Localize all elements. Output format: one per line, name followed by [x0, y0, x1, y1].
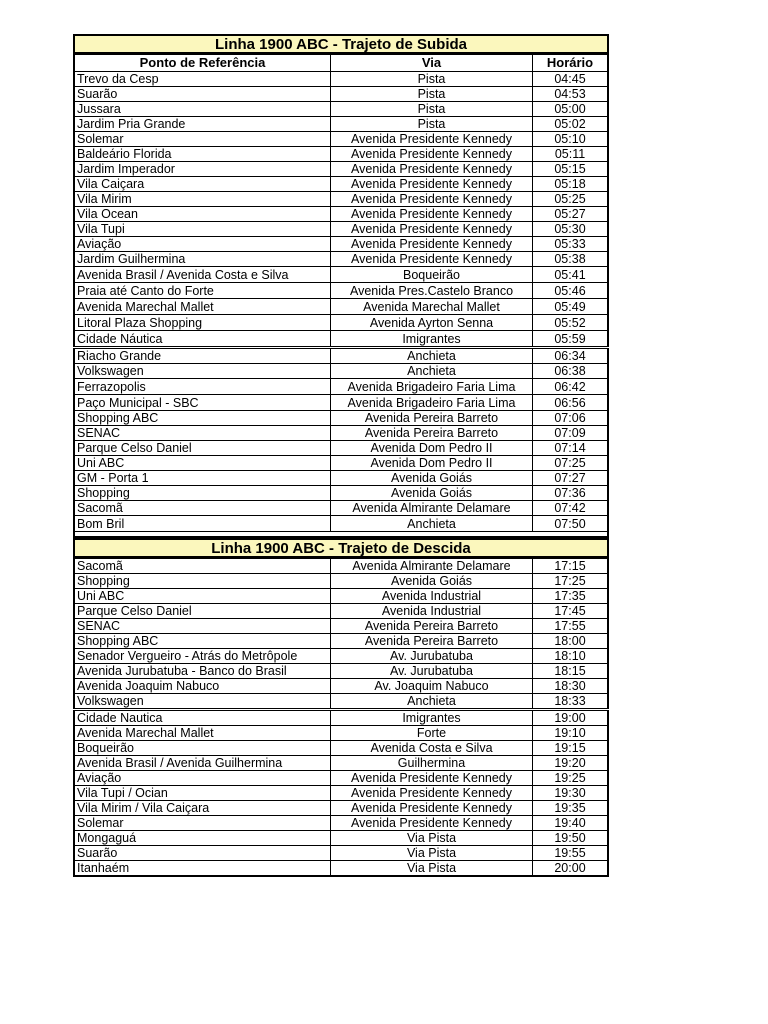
- via-cell: Pista: [331, 102, 533, 117]
- via-cell: Guilhermina: [331, 756, 533, 771]
- horario-cell: 20:00: [533, 861, 609, 877]
- descida-table: [73, 558, 609, 877]
- ponto-cell: Vila Tupi / Ocian: [74, 786, 331, 801]
- horario-cell: 04:45: [533, 72, 609, 87]
- via-cell: Avenida Presidente Kennedy: [331, 237, 533, 252]
- table-row: [74, 72, 608, 87]
- ponto-cell: Avenida Marechal Mallet: [74, 726, 331, 741]
- table-row: [74, 861, 608, 877]
- horario-cell: 05:15: [533, 162, 609, 177]
- ponto-cell: Avenida Jurubatuba - Banco do Brasil: [74, 664, 331, 679]
- table-row: [74, 315, 608, 331]
- via-cell: Anchieta: [331, 364, 533, 379]
- horario-cell: 19:55: [533, 846, 609, 861]
- ponto-cell: Boqueirão: [74, 741, 331, 756]
- ponto-cell: GM - Porta 1: [74, 471, 331, 486]
- ponto-cell: Shopping: [74, 574, 331, 589]
- table-row: [74, 132, 608, 147]
- ponto-cell: Uni ABC: [74, 456, 331, 471]
- via-cell: Avenida Pereira Barreto: [331, 411, 533, 426]
- table-row: [74, 87, 608, 102]
- ponto-cell: Ferrazopolis: [74, 379, 331, 395]
- via-cell: Avenida Brigadeiro Faria Lima: [331, 395, 533, 411]
- via-cell: Avenida Dom Pedro II: [331, 441, 533, 456]
- ponto-cell: Sacomã: [74, 559, 331, 574]
- ponto-cell: Aviação: [74, 771, 331, 786]
- horario-cell: 06:38: [533, 364, 609, 379]
- ponto-cell: Mongaguá: [74, 831, 331, 846]
- table-row: [74, 299, 608, 315]
- table-row: [74, 411, 608, 426]
- ponto-cell: Vila Mirim: [74, 192, 331, 207]
- horario-cell: 07:06: [533, 411, 609, 426]
- table-row: [74, 846, 608, 861]
- table-row: [74, 741, 608, 756]
- ponto-cell: Avenida Marechal Mallet: [74, 299, 331, 315]
- ponto-cell: Trevo da Cesp: [74, 72, 331, 87]
- horario-cell: 05:18: [533, 177, 609, 192]
- via-cell: Avenida Industrial: [331, 604, 533, 619]
- via-cell: Anchieta: [331, 516, 533, 532]
- horario-cell: 05:49: [533, 299, 609, 315]
- horario-cell: 07:14: [533, 441, 609, 456]
- via-cell: Av. Jurubatuba: [331, 649, 533, 664]
- ponto-cell: Parque Celso Daniel: [74, 441, 331, 456]
- horario-cell: 18:30: [533, 679, 609, 694]
- ponto-cell: Volkswagen: [74, 694, 331, 710]
- via-cell: Avenida Presidente Kennedy: [331, 252, 533, 267]
- ponto-cell: Shopping ABC: [74, 634, 331, 649]
- ponto-cell: Jardim Pria Grande: [74, 117, 331, 132]
- subida-title: Linha 1900 ABC - Trajeto de Subida: [73, 34, 609, 54]
- ponto-cell: Solemar: [74, 132, 331, 147]
- ponto-cell: Vila Caiçara: [74, 177, 331, 192]
- horario-cell: 18:15: [533, 664, 609, 679]
- table-row: [74, 756, 608, 771]
- via-cell: Avenida Almirante Delamare: [331, 501, 533, 516]
- table-row: [74, 516, 608, 532]
- ponto-cell: Baldeário Florida: [74, 147, 331, 162]
- via-cell: Avenida Pereira Barreto: [331, 634, 533, 649]
- table-row: [74, 486, 608, 501]
- table-row: [74, 237, 608, 252]
- horario-cell: 05:30: [533, 222, 609, 237]
- horario-cell: 05:52: [533, 315, 609, 331]
- table-row: [74, 649, 608, 664]
- via-cell: Avenida Brigadeiro Faria Lima: [331, 379, 533, 395]
- ponto-cell: Suarão: [74, 87, 331, 102]
- via-cell: Avenida Ayrton Senna: [331, 315, 533, 331]
- ponto-cell: Aviação: [74, 237, 331, 252]
- horario-cell: 17:25: [533, 574, 609, 589]
- horario-cell: 06:34: [533, 348, 609, 364]
- table-row: [74, 348, 608, 364]
- table-row: [74, 634, 608, 649]
- via-cell: Avenida Presidente Kennedy: [331, 801, 533, 816]
- via-cell: Avenida Presidente Kennedy: [331, 786, 533, 801]
- table-row: [74, 364, 608, 379]
- via-cell: Pista: [331, 117, 533, 132]
- horario-cell: 04:53: [533, 87, 609, 102]
- ponto-cell: Cidade Náutica: [74, 331, 331, 348]
- ponto-cell: Litoral Plaza Shopping: [74, 315, 331, 331]
- ponto-cell: Cidade Nautica: [74, 710, 331, 726]
- via-cell: Avenida Presidente Kennedy: [331, 222, 533, 237]
- horario-cell: 07:25: [533, 456, 609, 471]
- subida-table: [73, 54, 609, 532]
- table-row: [74, 710, 608, 726]
- horario-cell: 19:10: [533, 726, 609, 741]
- via-cell: Avenida Costa e Silva: [331, 741, 533, 756]
- ponto-cell: Itanhaém: [74, 861, 331, 877]
- via-cell: Imigrantes: [331, 710, 533, 726]
- horario-cell: 05:10: [533, 132, 609, 147]
- horario-cell: 07:09: [533, 426, 609, 441]
- horario-cell: 05:27: [533, 207, 609, 222]
- ponto-cell: Parque Celso Daniel: [74, 604, 331, 619]
- ponto-cell: Praia até Canto do Forte: [74, 283, 331, 299]
- ponto-cell: Sacomã: [74, 501, 331, 516]
- ponto-cell: Avenida Joaquim Nabuco: [74, 679, 331, 694]
- via-cell: Pista: [331, 72, 533, 87]
- table-row: [74, 102, 608, 117]
- ponto-cell: Suarão: [74, 846, 331, 861]
- ponto-cell: SENAC: [74, 619, 331, 634]
- horario-cell: 06:42: [533, 379, 609, 395]
- via-cell: Av. Jurubatuba: [331, 664, 533, 679]
- ponto-cell: Avenida Brasil / Avenida Guilhermina: [74, 756, 331, 771]
- table-row: [74, 604, 608, 619]
- horario-cell: 17:55: [533, 619, 609, 634]
- table-row: [74, 694, 608, 710]
- ponto-cell: SENAC: [74, 426, 331, 441]
- ponto-cell: Bom Bril: [74, 516, 331, 532]
- horario-cell: 17:45: [533, 604, 609, 619]
- via-cell: Avenida Presidente Kennedy: [331, 147, 533, 162]
- ponto-cell: Shopping ABC: [74, 411, 331, 426]
- via-cell: Avenida Presidente Kennedy: [331, 192, 533, 207]
- ponto-cell: Vila Ocean: [74, 207, 331, 222]
- via-cell: Via Pista: [331, 861, 533, 877]
- via-cell: Avenida Presidente Kennedy: [331, 162, 533, 177]
- horario-cell: 05:11: [533, 147, 609, 162]
- table-row: [74, 426, 608, 441]
- via-cell: Avenida Presidente Kennedy: [331, 207, 533, 222]
- table-row: [74, 395, 608, 411]
- horario-cell: 19:20: [533, 756, 609, 771]
- ponto-cell: Jardim Imperador: [74, 162, 331, 177]
- table-header-row: [74, 55, 608, 72]
- via-cell: Boqueirão: [331, 267, 533, 283]
- via-cell: Avenida Goiás: [331, 471, 533, 486]
- horario-cell: 19:35: [533, 801, 609, 816]
- ponto-cell: Volkswagen: [74, 364, 331, 379]
- horario-cell: 07:50: [533, 516, 609, 532]
- via-cell: Avenida Marechal Mallet: [331, 299, 533, 315]
- horario-cell: 19:25: [533, 771, 609, 786]
- via-cell: Avenida Presidente Kennedy: [331, 132, 533, 147]
- via-cell: Avenida Almirante Delamare: [331, 559, 533, 574]
- ponto-cell: Senador Vergueiro - Atrás do Metrôpole: [74, 649, 331, 664]
- horario-cell: 05:59: [533, 331, 609, 348]
- table-row: [74, 619, 608, 634]
- table-row: [74, 456, 608, 471]
- table-row: [74, 207, 608, 222]
- ponto-cell: Solemar: [74, 816, 331, 831]
- horario-cell: 05:41: [533, 267, 609, 283]
- table-row: [74, 162, 608, 177]
- horario-cell: 19:15: [533, 741, 609, 756]
- table-row: [74, 771, 608, 786]
- table-row: [74, 267, 608, 283]
- via-cell: Avenida Presidente Kennedy: [331, 771, 533, 786]
- subida-table-body: [74, 55, 608, 532]
- horario-cell: 19:50: [533, 831, 609, 846]
- via-cell: Anchieta: [331, 694, 533, 710]
- horario-cell: 17:35: [533, 589, 609, 604]
- ponto-cell: Uni ABC: [74, 589, 331, 604]
- via-cell: Imigrantes: [331, 331, 533, 348]
- table-row: [74, 801, 608, 816]
- table-row: [74, 726, 608, 741]
- horario-cell: 07:42: [533, 501, 609, 516]
- table-row: [74, 117, 608, 132]
- via-cell: Avenida Presidente Kennedy: [331, 177, 533, 192]
- descida-title: Linha 1900 ABC - Trajeto de Descida: [73, 538, 609, 558]
- horario-cell: 19:40: [533, 816, 609, 831]
- table-row: [74, 222, 608, 237]
- ponto-cell: Jardim Guilhermina: [74, 252, 331, 267]
- table-row: [74, 679, 608, 694]
- header-ponto: Ponto de Referência: [74, 55, 331, 72]
- table-row: [74, 559, 608, 574]
- horario-cell: 05:25: [533, 192, 609, 207]
- via-cell: Via Pista: [331, 831, 533, 846]
- horario-cell: 05:02: [533, 117, 609, 132]
- via-cell: Via Pista: [331, 846, 533, 861]
- ponto-cell: Paço Municipal - SBC: [74, 395, 331, 411]
- ponto-cell: Vila Mirim / Vila Caiçara: [74, 801, 331, 816]
- table-row: [74, 786, 608, 801]
- ponto-cell: Shopping: [74, 486, 331, 501]
- horario-cell: 17:15: [533, 559, 609, 574]
- table-row: [74, 831, 608, 846]
- via-cell: Avenida Presidente Kennedy: [331, 816, 533, 831]
- table-row: [74, 192, 608, 207]
- table-row: [74, 589, 608, 604]
- header-horario: Horário: [533, 55, 609, 72]
- via-cell: Avenida Pereira Barreto: [331, 426, 533, 441]
- table-row: [74, 664, 608, 679]
- table-row: [74, 471, 608, 486]
- horario-cell: 05:33: [533, 237, 609, 252]
- horario-cell: 05:00: [533, 102, 609, 117]
- table-row: [74, 501, 608, 516]
- table-row: [74, 177, 608, 192]
- horario-cell: 18:33: [533, 694, 609, 710]
- ponto-cell: Riacho Grande: [74, 348, 331, 364]
- via-cell: Anchieta: [331, 348, 533, 364]
- via-cell: Avenida Dom Pedro II: [331, 456, 533, 471]
- horario-cell: 18:00: [533, 634, 609, 649]
- ponto-cell: Avenida Brasil / Avenida Costa e Silva: [74, 267, 331, 283]
- via-cell: Avenida Goiás: [331, 574, 533, 589]
- via-cell: Avenida Industrial: [331, 589, 533, 604]
- schedule-sheet: [73, 34, 609, 877]
- table-row: [74, 816, 608, 831]
- ponto-cell: Jussara: [74, 102, 331, 117]
- horario-cell: 19:30: [533, 786, 609, 801]
- horario-cell: 18:10: [533, 649, 609, 664]
- table-row: [74, 379, 608, 395]
- via-cell: Forte: [331, 726, 533, 741]
- via-cell: Avenida Pres.Castelo Branco: [331, 283, 533, 299]
- horario-cell: 05:38: [533, 252, 609, 267]
- table-row: [74, 252, 608, 267]
- horario-cell: 05:46: [533, 283, 609, 299]
- header-via: Via: [331, 55, 533, 72]
- table-row: [74, 283, 608, 299]
- table-row: [74, 147, 608, 162]
- table-row: [74, 441, 608, 456]
- horario-cell: 06:56: [533, 395, 609, 411]
- horario-cell: 07:36: [533, 486, 609, 501]
- via-cell: Avenida Goiás: [331, 486, 533, 501]
- via-cell: Avenida Pereira Barreto: [331, 619, 533, 634]
- horario-cell: 07:27: [533, 471, 609, 486]
- via-cell: Pista: [331, 87, 533, 102]
- table-row: [74, 574, 608, 589]
- horario-cell: 19:00: [533, 710, 609, 726]
- ponto-cell: Vila Tupi: [74, 222, 331, 237]
- table-row: [74, 331, 608, 348]
- descida-table-body: [74, 559, 608, 877]
- via-cell: Av. Joaquim Nabuco: [331, 679, 533, 694]
